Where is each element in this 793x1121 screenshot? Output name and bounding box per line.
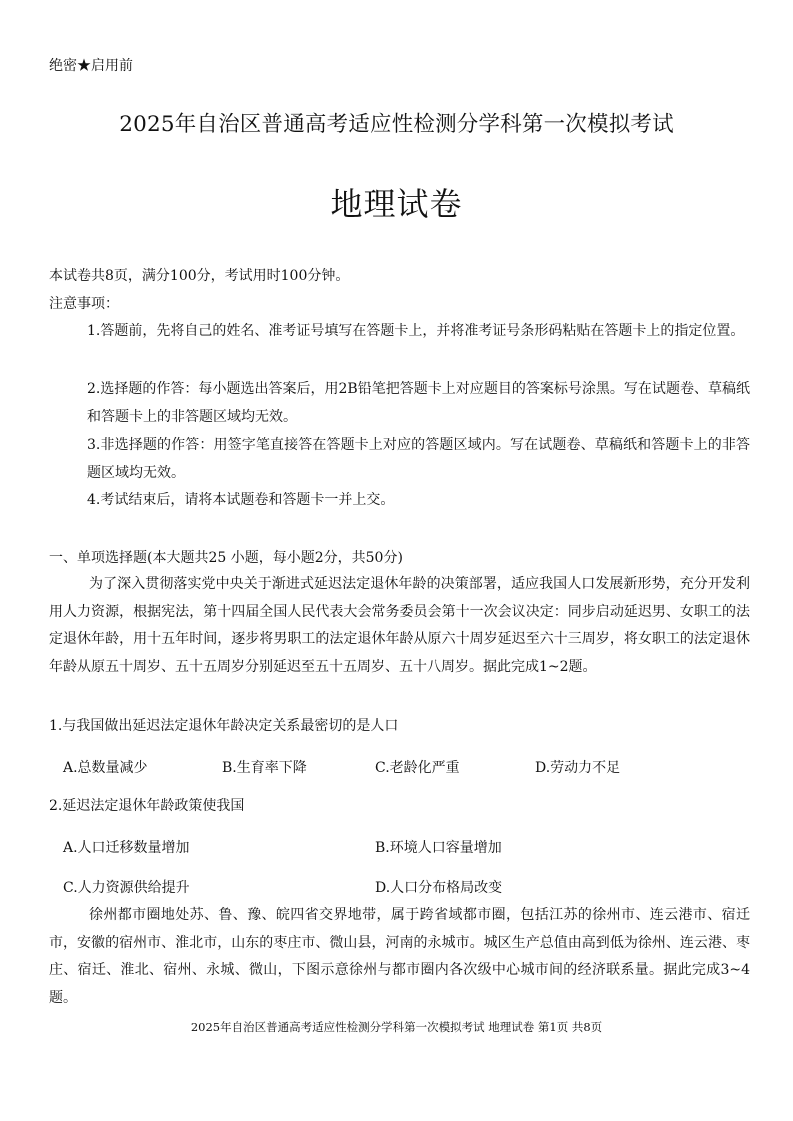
notice-item-2: 2.选择题的作答：每小题选出答案后，用2B铅笔把答题卡上对应题目的答案标号涂黑。写在试题卷、草稿纸和答题卡上的非答题区域均无效。: [87, 381, 750, 425]
passage-1: 为了深入贯彻落实党中央关于渐进式延迟法定退休年龄的决策部署，适应我国人口发展新形势，充分开发利用人力资源，根据宪法，第十四届全国人民代表大会常务委员会第十一次会议决定：同步启动延迟男、女职工的法定退休年龄，用十五年时间，逐步将男职工的法定退休年龄从原六十周岁延迟至六十三周岁，将女职工的法定退休年龄从原五十周岁、五十五周岁分别延迟至五十五周岁、五十八周岁。据此完成1~2题。: [49, 576, 750, 675]
confidential-mark: 绝密★启用前: [49, 58, 133, 74]
q1-option-d[interactable]: D.劳动力不足: [535, 760, 621, 776]
question-2-stem: 2.延迟法定退休年龄政策使我国: [49, 798, 245, 814]
notice-label: 注意事项：: [49, 296, 119, 312]
section-heading: 一、单项选择题(本大题共25 小题，每小题2分，共50分): [49, 550, 403, 566]
exam-intro: 本试卷共8页，满分100分，考试用时100分钟。: [49, 268, 350, 284]
exam-title: 2025年自治区普通高考适应性检测分学科第一次模拟考试: [119, 112, 674, 137]
q1-option-a[interactable]: A.总数量减少: [63, 760, 148, 776]
notice-item-4: 4.考试结束后，请将本试题卷和答题卡一并上交。: [87, 492, 395, 508]
q1-option-b[interactable]: B.生育率下降: [222, 760, 307, 776]
notice-item-1: 1.答题前，先将自己的姓名、准考证号填写在答题卡上，并将准考证号条形码粘贴在答题卡上的指定位置。: [87, 323, 745, 339]
question-1-stem: 1.与我国做出延迟法定退休年龄决定关系最密切的是人口: [49, 718, 399, 734]
q1-option-c[interactable]: C.老龄化严重: [375, 760, 460, 776]
subject-title: 地理试卷: [330, 185, 463, 223]
q2-option-b[interactable]: B.环境人口容量增加: [375, 840, 502, 856]
notice-item-3: 3.非选择题的作答：用签字笔直接答在答题卡上对应的答题区域内。写在试题卷、草稿纸和答题卡上的非答题区域均无效。: [87, 437, 750, 481]
passage-2: 徐州都市圈地处苏、鲁、豫、皖四省交界地带，属于跨省域都市圈，包括江苏的徐州市、连云港市、宿迁市，安徽的宿州市、淮北市，山东的枣庄市、微山县，河南的永城市。城区生产总值由高到低为徐州、连云港、枣庄、宿迁、淮北、宿州、永城、微山，下图示意徐州与都市圈内各次级中心城市间的经济联系量。据此完成3~4题。: [49, 907, 750, 1006]
q2-option-a[interactable]: A.人口迁移数量增加: [63, 840, 190, 856]
q2-option-c[interactable]: C.人力资源供给提升: [63, 880, 190, 896]
q2-option-d[interactable]: D.人口分布格局改变: [375, 880, 503, 896]
page-footer: 2025年自治区普通高考适应性检测分学科第一次模拟考试 地理试卷 第1页 共8页: [190, 1020, 603, 1034]
